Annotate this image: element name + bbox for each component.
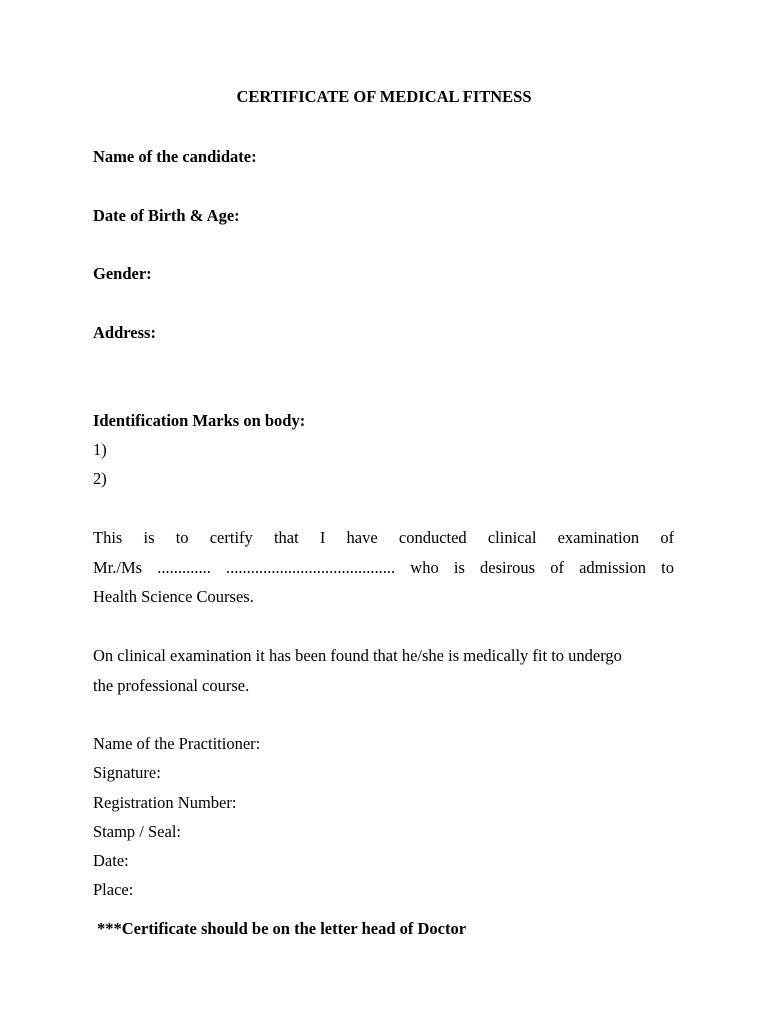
signature-label: Signature: (93, 763, 161, 782)
letterhead-note: ***Certificate should be on the letter head of Doctor (97, 919, 467, 938)
dob-age-label: Date of Birth & Age: (93, 206, 240, 225)
certify-paragraph (93, 523, 674, 612)
registration-number-label: Registration Number: (93, 793, 237, 812)
identification-mark-1: 1) (93, 440, 107, 459)
address-label: Address: (93, 323, 156, 342)
identification-mark-2: 2) (93, 469, 107, 488)
candidate-name-label: Name of the candidate: (93, 147, 257, 166)
identification-marks-label: Identification Marks on body: (93, 411, 306, 430)
place-label: Place: (93, 880, 134, 899)
certify-line-1: This is to certify that I have conducted clinical examination of (93, 528, 675, 547)
gender-label: Gender: (93, 264, 152, 283)
stamp-seal-label: Stamp / Seal: (93, 822, 181, 841)
certify-line-2: Mr./Ms ............. ......................................... who is desirous of admission to (93, 557, 675, 577)
practitioner-name-label: Name of the Practitioner: (93, 734, 261, 753)
exam-paragraph (93, 641, 674, 700)
document-title: CERTIFICATE OF MEDICAL FITNESS (236, 87, 532, 106)
exam-line-2: the professional course. (93, 675, 250, 695)
date-label: Date: (93, 851, 129, 870)
exam-line-1: On clinical examination it has been found that he/she is medically fit to undergo (93, 646, 622, 665)
certify-line-3: Health Science Courses. (93, 587, 254, 606)
